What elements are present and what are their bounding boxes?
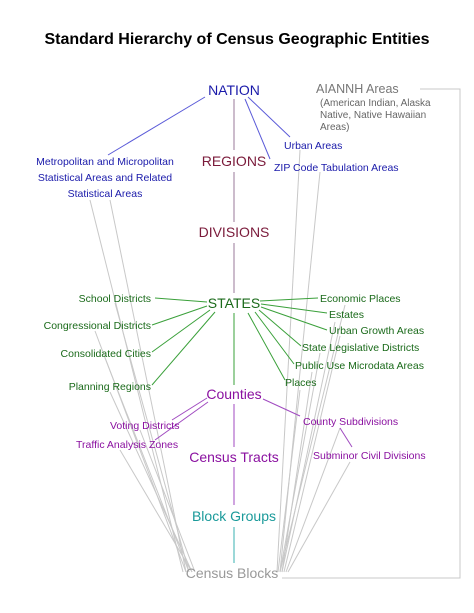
line-zip-to-blocks: [280, 172, 320, 572]
node-divisions: DIVISIONS: [198, 224, 270, 240]
metro-line2: Statistical Areas and Related: [37, 172, 173, 184]
line-traffic-to-blocks: [120, 450, 192, 572]
line-states-estates: [261, 304, 327, 313]
metro-label: [36, 156, 174, 200]
node-urban-areas: Urban Areas: [284, 140, 343, 152]
node-school-districts: School Districts: [78, 293, 151, 305]
line-nation-to-metro: [108, 97, 205, 155]
node-counties: Counties: [206, 386, 262, 402]
node-census-blocks: Census Blocks: [185, 565, 279, 581]
line-states-consolidated: [152, 310, 210, 352]
line-nation-to-urban: [248, 97, 290, 137]
node-nation: NATION: [208, 82, 260, 98]
line-states-economic: [260, 298, 318, 301]
node-voting-districts: Voting Districts: [110, 420, 180, 432]
line-states-puma: [255, 312, 294, 364]
line-states-places: [248, 313, 285, 380]
node-consolidated-cities: Consolidated Cities: [60, 348, 151, 360]
aiannh-line2: Native, Native Hawaiian: [320, 110, 427, 121]
blue-lines-nation: [108, 97, 290, 159]
line-planning-to-blocks: [110, 392, 192, 572]
aiannh-line3: Areas): [320, 122, 350, 133]
line-states-state-leg: [259, 310, 301, 346]
line-states-planning: [152, 312, 215, 385]
line-counties-county-sub: [263, 399, 300, 416]
node-regions: REGIONS: [201, 153, 267, 169]
line-states-urban-growth: [261, 307, 327, 330]
node-census-tracts: Census Tracts: [189, 449, 279, 465]
node-urban-growth-areas: Urban Growth Areas: [329, 325, 425, 337]
node-block-groups: Block Groups: [191, 508, 277, 524]
node-states: STATES: [207, 295, 261, 311]
node-economic-places: Economic Places: [320, 293, 401, 305]
aiannh-line1: (American Indian, Alaska: [320, 98, 431, 109]
aiannh-label: [316, 82, 431, 133]
diagram-title: Standard Hierarchy of Census Geographic Entities: [44, 31, 430, 48]
line-nation-to-zip: [245, 99, 270, 159]
line-states-school: [155, 298, 207, 302]
node-county-subdivisions: County Subdivisions: [303, 416, 399, 428]
node-state-legislative-districts: State Legislative Districts: [302, 342, 420, 354]
node-planning-regions: Planning Regions: [68, 381, 151, 393]
line-counties-voting: [172, 398, 207, 420]
node-places: Places: [285, 377, 317, 389]
metro-line3: Statistical Areas: [67, 188, 143, 200]
node-subminor-civil-divisions: Subminor Civil Divisions: [313, 450, 426, 462]
line-school-to-blocks: [115, 303, 189, 572]
aiannh-title: AIANNH Areas: [316, 82, 399, 96]
line-countysub-subminor: [340, 428, 352, 447]
node-zip-areas: ZIP Code Tabulation Areas: [274, 162, 399, 174]
node-public-use-microdata-areas: Public Use Microdata Areas: [295, 360, 424, 372]
line-states-congressional: [152, 306, 207, 325]
node-estates: Estates: [329, 309, 365, 321]
line-voting-to-blocks: [140, 430, 195, 572]
node-traffic-analysis-zones: Traffic Analysis Zones: [76, 439, 179, 451]
metro-line1: Metropolitan and Micropolitan: [36, 156, 174, 168]
node-congressional-districts: Congressional Districts: [43, 320, 151, 332]
